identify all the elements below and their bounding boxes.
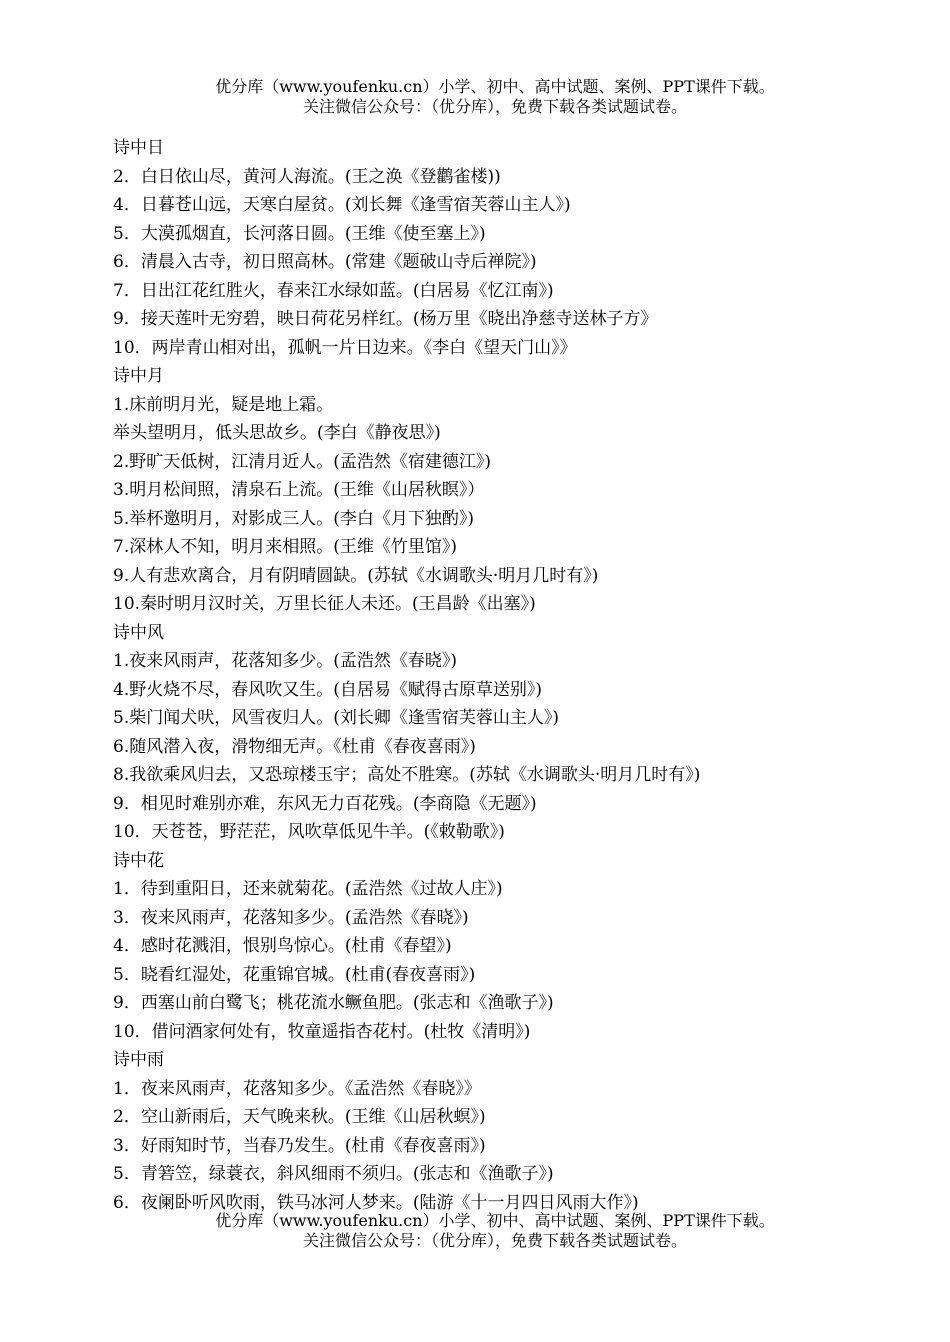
poem-line: 6.随风潜入夜，滑物细无声。《杜甫《春夜喜雨》): [113, 736, 476, 757]
poem-list: [113, 134, 873, 1217]
poem-line: 8.我欲乘风归去，又恐琼楼玉宇；高处不胜寒。(苏轼《水调歌头·明月几时有》): [113, 765, 701, 785]
poem-line: 1．夜来风雨声，花落知多少。《孟浩然《春晓》》: [113, 1078, 481, 1099]
poem-line: 7.深林人不知，明月来相照。(王维《竹里馆》): [113, 537, 457, 557]
poem-line: 5.举杯邀明月，对影成三人。(李白《月下独酌》): [113, 508, 474, 529]
poem-line: 10.秦时明月汉时关，万里长征人未还。(王昌龄《出塞》): [113, 594, 536, 614]
poem-line: 1.床前明月光，疑是地上霜。: [113, 394, 334, 415]
poem-line: 举头望明月，低头思故乡。(李白《静夜思》): [113, 423, 441, 443]
section-heading-moon: 诗中月: [113, 366, 164, 386]
footer-line-2: 关注微信公众号：（优分库），免费下载各类试题试卷。: [302, 1231, 687, 1250]
section-heading-sun: 诗中日: [113, 138, 164, 158]
poem-line: 9．接天莲叶无穷碧，映日荷花另样红。(杨万里《晓出净慈寺送林子方》: [113, 309, 658, 329]
poem-line: 3．好雨知时节，当春乃发生。(杜甫《春夜喜雨》): [113, 1135, 486, 1156]
poem-line: 10．天苍苍，野茫茫，风吹草低见牛羊。(《敕勒歌》): [113, 822, 505, 842]
poem-line: 4．感时花溅泪，恨别鸟惊心。(杜甫《春望》): [113, 936, 452, 956]
poem-line: 4.野火烧不尽，春风吹又生。(自居易《赋得古原草送别》): [113, 679, 542, 700]
poem-line: 5.柴门闻犬吠，风雪夜归人。(刘长卿《逢雪宿芙蓉山主人》): [113, 708, 559, 728]
poem-line: 2．白日依山尽，黄河人海流。(王之涣《登鹳雀楼)): [113, 166, 501, 187]
page-header: [0, 77, 950, 117]
header-line-1: 优分库（www.youfenku.cn）小学、初中、高中试题、案例、PPT课件下载。: [215, 77, 775, 96]
footer-line-1: 优分库（www.youfenku.cn）小学、初中、高中试题、案例、PPT课件下载。: [215, 1211, 775, 1230]
page-footer: [0, 1211, 950, 1251]
poem-line: 1.夜来风雨声，花落知多少。(孟浩然《春晓》): [113, 651, 457, 671]
poem-line: 3．夜来风雨声，花落知多少。(孟浩然《春晓》): [113, 907, 469, 928]
poem-line: 1．待到重阳日，还来就菊花。(孟浩然《过故人庄》): [113, 879, 503, 899]
poem-line: 6．夜阑卧听风吹雨，铁马冰河人梦来。(陆游《十一月四日风雨大作》): [113, 1192, 639, 1213]
poem-line: 5．青箬笠，绿蓑衣，斜风细雨不须归。(张志和《渔歌子》): [113, 1164, 554, 1184]
section-heading-rain: 诗中雨: [113, 1050, 164, 1070]
poem-line: 9.人有悲欢离合，月有阴晴圆缺。(苏轼《水调歌头·明月几时有》): [113, 565, 599, 586]
section-heading-wind: 诗中风: [113, 622, 164, 643]
section-heading-flower: 诗中花: [113, 850, 164, 871]
poem-line: 2．空山新雨后，天气晚来秋。(王维《山居秋螟》): [113, 1107, 486, 1127]
header-line-2: 关注微信公众号：（优分库），免费下载各类试题试卷。: [302, 97, 687, 116]
poem-line: 4．日暮苍山远，天寒白屋贫。(刘长舞《逢雪宿芙蓉山主人》): [113, 195, 571, 215]
poem-line: 3.明月松间照，清泉石上流。(王维《山居秋瞑》）: [113, 480, 485, 500]
poem-line: 2.野旷天低树，江清月近人。(孟浩然《宿建德江》): [113, 451, 491, 472]
poem-line: 10．借问酒家何处有，牧童遥指杏花村。(杜牧《清明》): [113, 1021, 531, 1042]
poem-line: 6．清晨入古寺，初日照高林。(常建《题破山寺后禅院》): [113, 252, 537, 272]
poem-line: 5．大漠孤烟直，长河落日圆。(王维《使至塞上》): [113, 223, 486, 244]
poem-line: 9．相见时难别亦难，东风无力百花残。(李商隐《无题》): [113, 793, 537, 814]
poem-line: 7．日出江花红胜火，春来江水绿如蓝。(白居易《忆江南》): [113, 280, 554, 301]
poem-line: 10．两岸青山相对出，孤帆一片日边来。《李白《望天门山》》: [113, 337, 577, 358]
poem-line: 9．西塞山前白鹭飞；桃花流水鳜鱼肥。(张志和《渔歌子》): [113, 993, 554, 1013]
poem-line: 5．晓看红湿处，花重锦官城。(杜甫(春夜喜雨》): [113, 964, 476, 985]
